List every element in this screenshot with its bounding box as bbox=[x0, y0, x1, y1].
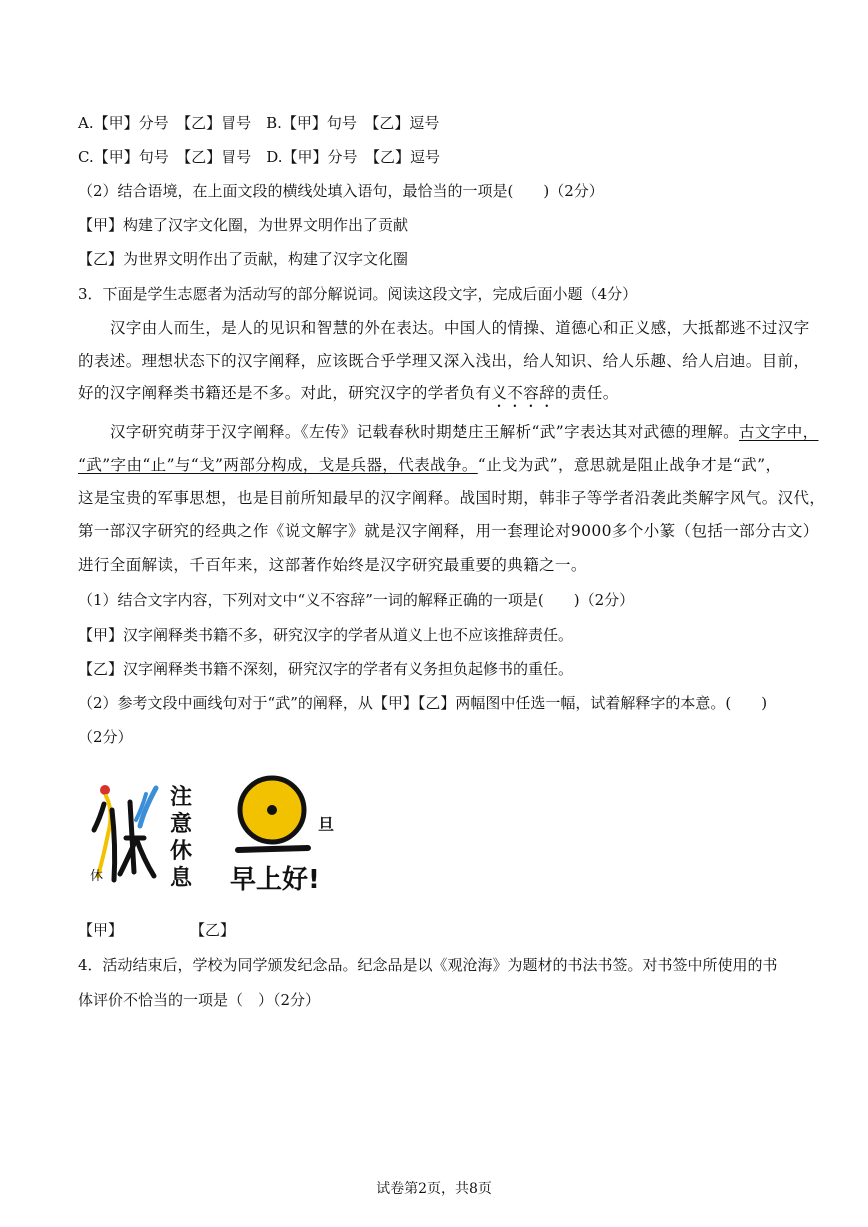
q3-stem: 3．下面是学生志愿者为活动写的部分解说词。阅读这段文字，完成后面小题（4分） bbox=[78, 285, 638, 303]
figure-yi-label: 【乙】 bbox=[190, 921, 236, 939]
page-footer: 试卷第2页，共8页 bbox=[376, 1181, 492, 1197]
q3-sub2-score: （2分） bbox=[78, 728, 133, 746]
q2-2-option-jia: 【甲】构建了汉字文化圈，为世界文明作出了贡献 bbox=[78, 216, 409, 234]
q2-2-option-yi: 【乙】为世界文明作出了贡献，构建了汉字文化圈 bbox=[78, 250, 409, 268]
figure-jia-label: 【甲】 bbox=[78, 921, 124, 939]
q4-stem-line1: 4．活动结束后，学校为同学颁发纪念品。纪念品是以《观沧海》为题材的书法书签。对书签中所使用的书 bbox=[78, 956, 778, 974]
figure-jia-char-2: 意 bbox=[170, 812, 193, 837]
figure-jia-char-3: 休 bbox=[170, 839, 193, 864]
underlined-sentence-start: 古文字中， bbox=[739, 423, 819, 441]
q3-sub1-option-jia: 【甲】汉字阐释类书籍不多，研究汉字的学者从道义上也不应该推辞责任。 bbox=[78, 626, 574, 644]
q3-passage-p2-line5: 进行全面解读，千百年来，这部著作始终是汉字研究最重要的典籍之一。 bbox=[78, 556, 587, 574]
figure-jia-char-1: 注 bbox=[170, 785, 193, 810]
q3-passage-p2-line3: 这是宝贵的军事思想，也是目前所知最早的汉字阐释。战国时期，韩非子等学者沿袭此类解字风气。汉代， bbox=[78, 489, 826, 507]
figure-yi-image bbox=[228, 770, 340, 896]
figure-jia-char-4: 息 bbox=[170, 866, 193, 888]
q3-sub2-stem: （2）参考文段中画线句对于“武”的阐释，从【甲】【乙】两幅图中任选一幅，试着解释字的本意。( ) bbox=[78, 694, 768, 712]
q3-passage-p1-line3 bbox=[78, 383, 619, 411]
q3-sub1-stem: （1）结合文字内容，下列对文中“义不容辞”一词的解释正确的一项是( )（2分） bbox=[78, 591, 635, 609]
figure-jia-small-char: 休 bbox=[90, 869, 104, 884]
figure-yi-side-char: 旦 bbox=[318, 815, 335, 834]
q3-p1-line3-c: 的责任。 bbox=[555, 384, 619, 402]
figure-jia-image bbox=[86, 776, 202, 888]
q3-passage-p1-line1: 汉字由人而生，是人的见识和智慧的外在表达。中国人的情操、道德心和正义感，大抵都逃不过汉字 bbox=[110, 319, 810, 337]
q3-p2-line2-b: “止戈为武”，意思就是阻止战争才是“武”， bbox=[477, 456, 782, 474]
q3-passage-p2-line1 bbox=[110, 422, 819, 442]
q1-option-row-2: C.【甲】句号 【乙】冒号 D.【甲】分号 【乙】逗号 bbox=[78, 148, 440, 166]
q3-p2-line1-a: 汉字研究萌芽于汉字阐释。《左传》记载春秋时期楚庄王解析“武”字表达其对武德的理解。 bbox=[110, 423, 740, 441]
q3-p1-line3-a: 好的汉字阐释类书籍还是不多。对此，研究汉字的学者负有 bbox=[78, 384, 492, 402]
q2-2-stem: （2）结合语境，在上面文段的横线处填入语句，最恰当的一项是( )（2分） bbox=[78, 182, 604, 200]
q1-option-row-1: A.【甲】分号 【乙】冒号 B.【甲】句号 【乙】逗号 bbox=[78, 114, 440, 132]
q3-passage-p2-line2 bbox=[78, 455, 781, 475]
figure-yi-bottom-text: 早上好! bbox=[230, 865, 320, 895]
q3-sub1-option-yi: 【乙】汉字阐释类书籍不深刻，研究汉字的学者有义务担负起修书的重任。 bbox=[78, 660, 574, 678]
figure-yi-art bbox=[228, 770, 340, 896]
q3-passage-p1-line2: 的表述。理想状态下的汉字阐释，应该既合乎学理又深入浅出，给人知识、给人乐趣、给人启迪。目前， bbox=[78, 352, 810, 370]
figure-jia-art bbox=[86, 776, 202, 888]
underlined-sentence-end: “武”字由“止”与“戈”两部分构成，戈是兵器，代表战争。 bbox=[78, 456, 478, 474]
yi-bu-rong-ci-dotted: 义不容辞 bbox=[491, 384, 556, 402]
q4-stem-line2: 体评价不恰当的一项是（ ）（2分） bbox=[78, 991, 321, 1009]
q3-passage-p2-line4: 第一部汉字研究的经典之作《说文解字》就是汉字阐释，用一套理论对9000多个小篆（包括一部分古文） bbox=[78, 522, 819, 540]
